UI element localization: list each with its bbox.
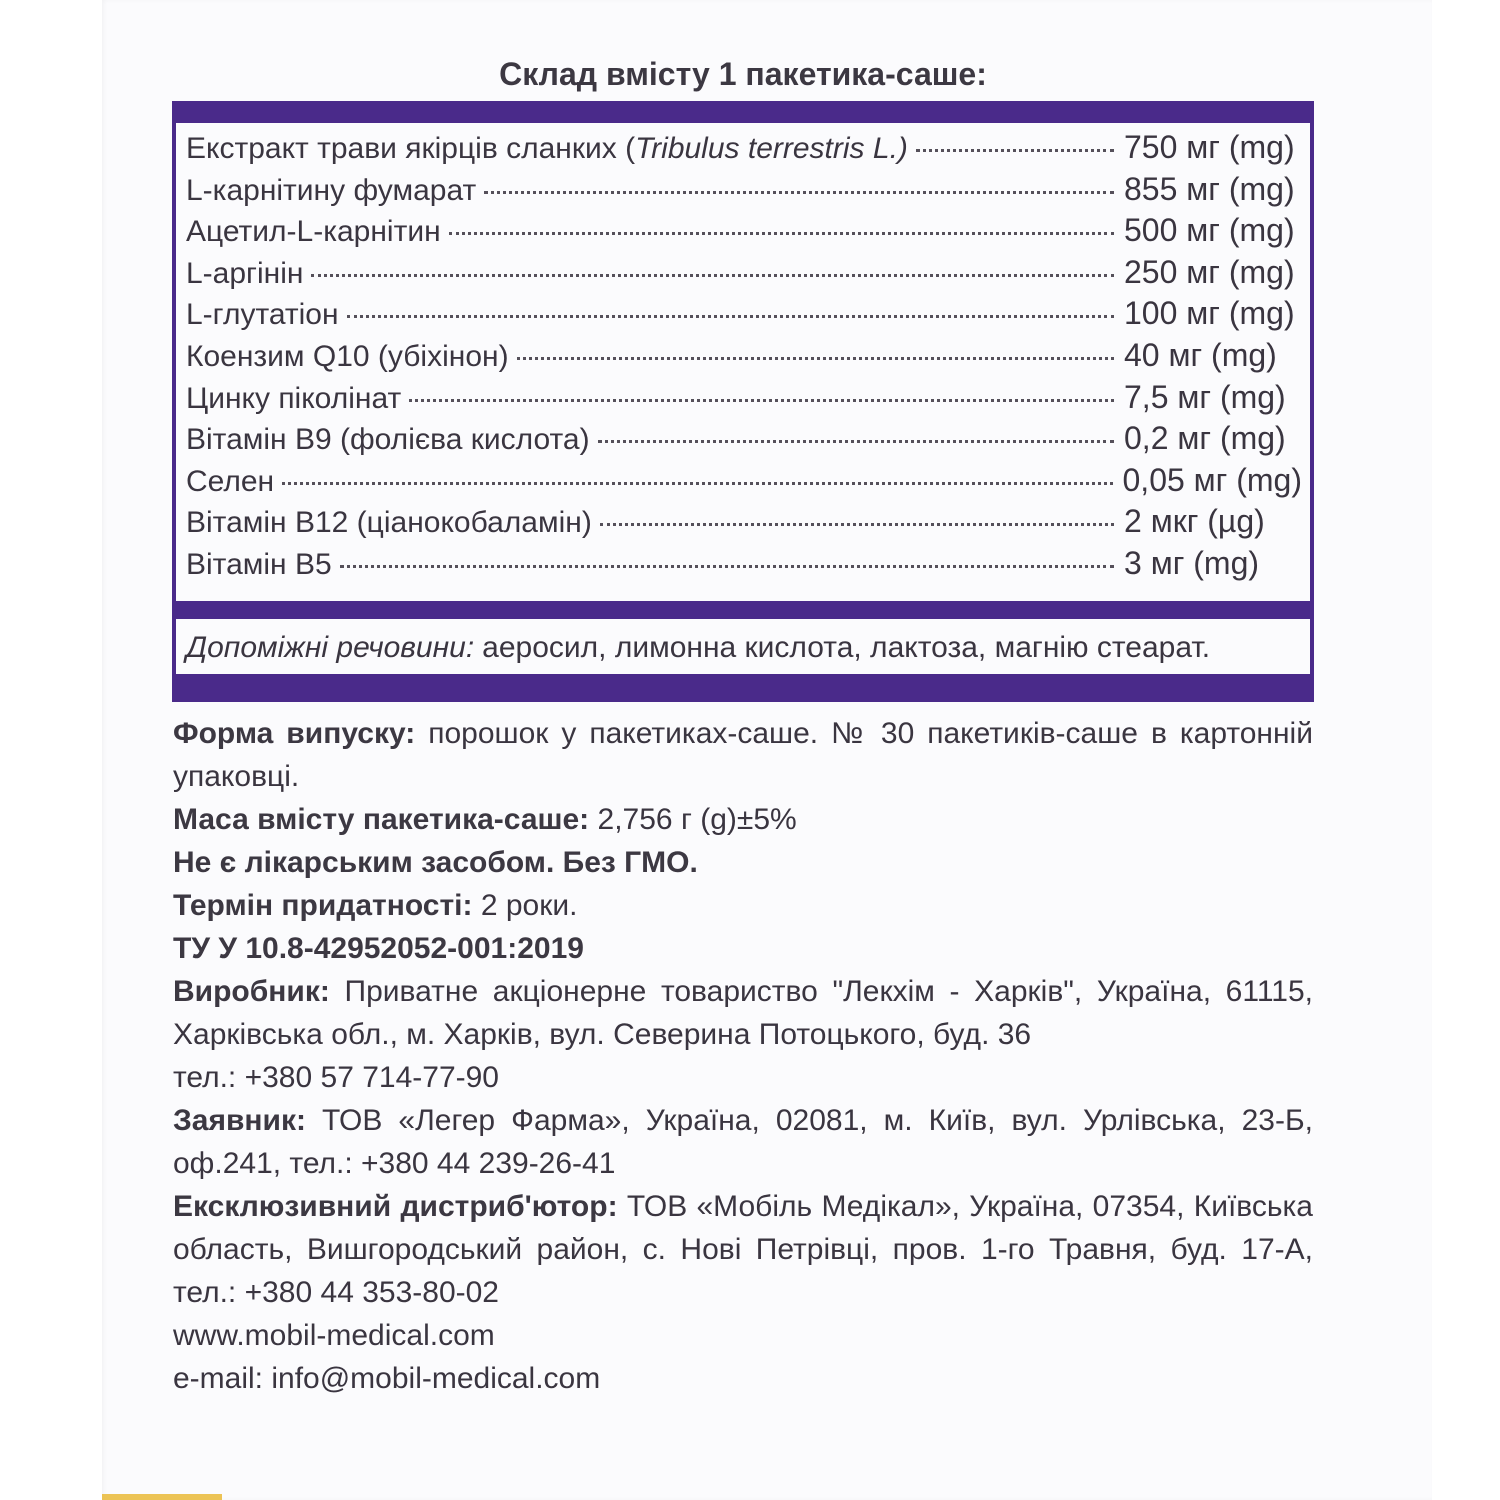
composition-heading: Склад вмісту 1 пакетика-саше: (499, 56, 987, 92)
applicant-info (173, 1099, 1313, 1185)
ingredient-amount: 40 мг (mg) (1124, 336, 1277, 373)
ingredient-name: Вітамін В12 (ціанокобаламін) (186, 506, 592, 540)
ingredient-name: Цинку піколінат (186, 381, 402, 415)
table-row (186, 545, 1302, 587)
mass-info (173, 798, 1313, 841)
ingredient-name: Ацетил-L-карнітин (186, 215, 441, 249)
excipients-row (186, 623, 1302, 673)
ingredient-latin-name: Tribulus terrestris L.) (635, 132, 908, 165)
ingredient-amount: 100 мг (mg) (1124, 295, 1295, 332)
dot-leader (409, 399, 1114, 402)
distributor-text: ТОВ «Мобіль Медікал», Україна, 07354, Київська область, Вишгородський район, с. Нові Петрівці, пров. 1-го Травня, буд. 17-А, тел.: +380 44 353-80-02 (173, 1190, 1313, 1309)
table-middle-band (176, 601, 1310, 619)
dot-leader (916, 149, 1114, 152)
shelf-life-value: 2 роки. (480, 889, 578, 922)
dot-leader (449, 232, 1114, 235)
excipients-label: Допоміжні речовини: (186, 631, 475, 664)
manufacturer-phone: тел.: +380 57 714-77-90 (173, 1061, 499, 1094)
ingredient-name: Коензим Q10 (убіхінон) (186, 339, 509, 373)
table-bottom-band (176, 674, 1310, 702)
ingredient-amount: 0,2 мг (mg) (1124, 420, 1286, 457)
applicant-text: ТОВ «Легер Фарма», Україна, 02081, м. Київ, вул. Урлівська, 23-Б, оф.241, тел.: +380 44 239-26-41 (173, 1104, 1313, 1180)
ingredient-name: Вітамін В9 (фолієва кислота) (186, 423, 590, 457)
website-link[interactable]: www.mobil-medical.com (173, 1319, 495, 1352)
mass-label: Маса вмісту пакетика-саше: (173, 803, 590, 836)
ingredient-amount: 750 мг (mg) (1124, 129, 1295, 165)
manufacturer-text: Приватне акціонерне товариство "Лекхім - Харків", Україна, 61115, Харківська обл., м. Харків, вул. Северина Потоцького, буд. 36 (173, 975, 1313, 1051)
dot-leader (282, 482, 1112, 485)
table-row (186, 379, 1302, 421)
table-row (186, 212, 1302, 254)
ingredient-amount: 3 мг (mg) (1124, 544, 1260, 581)
ingredient-amount: 0,05 мг (mg) (1122, 461, 1302, 498)
table-row (186, 337, 1302, 379)
table-row (186, 254, 1302, 296)
not-drug-notice: Не є лікарським засобом. Без ГМО. (173, 846, 698, 879)
ingredient-amount: 2 мкг (µg) (1124, 503, 1265, 540)
composition-rows (186, 129, 1302, 587)
dot-leader (340, 565, 1114, 568)
dot-leader (598, 440, 1114, 443)
shelf-life (173, 884, 1313, 927)
ingredient-amount: 500 мг (mg) (1124, 212, 1295, 249)
distributor-info (173, 1185, 1313, 1314)
dot-leader (484, 191, 1114, 194)
product-info (173, 712, 1313, 1400)
dot-leader (600, 523, 1114, 526)
dot-leader (347, 315, 1114, 318)
release-form-text: порошок у пакетиках-саше. № 30 пакетиків-саше в картонній упаковці. (173, 717, 1313, 793)
ingredient-name: L-аргінін (186, 256, 304, 290)
manufacturer-label: Виробник: (173, 975, 330, 1008)
dot-leader (517, 357, 1114, 360)
applicant-label: Заявник: (173, 1104, 306, 1137)
ingredient-name: Екстракт трави якірців сланких ( (186, 132, 636, 165)
ingredient-name: Селен (186, 464, 275, 498)
ingredient-name: L-карнітину фумарат (186, 173, 477, 207)
ingredient-amount: 855 мг (mg) (1124, 170, 1295, 207)
ingredient-name: L-глутатіон (186, 298, 339, 332)
mass-value: 2,756 г (g)±5% (597, 803, 797, 836)
table-row (186, 129, 1302, 171)
ingredient-name: Вітамін В5 (186, 547, 332, 581)
table-row (186, 420, 1302, 462)
manufacturer-info (173, 970, 1313, 1056)
technical-spec: ТУ У 10.8-42952052-001:2019 (173, 932, 584, 965)
table-row (186, 295, 1302, 337)
excipients-text: аеросил, лимонна кислота, лактоза, магнію стеарат. (482, 631, 1211, 664)
release-form (173, 712, 1313, 798)
table-top-band (176, 101, 1310, 123)
email-link[interactable]: e-mail: info@mobil-medical.com (173, 1362, 601, 1395)
bottom-accent-strip (102, 1494, 222, 1500)
shelf-life-label: Термін придатності: (173, 889, 473, 922)
ingredient-amount: 7,5 мг (mg) (1124, 378, 1286, 415)
release-form-label: Форма випуску: (173, 717, 416, 750)
table-row (186, 462, 1302, 504)
ingredient-amount: 250 мг (mg) (1124, 253, 1295, 290)
table-row (186, 171, 1302, 213)
distributor-label: Ексклюзивний дистриб'ютор: (173, 1190, 618, 1223)
composition-table (172, 101, 1314, 702)
table-row (186, 503, 1302, 545)
dot-leader (311, 274, 1114, 277)
